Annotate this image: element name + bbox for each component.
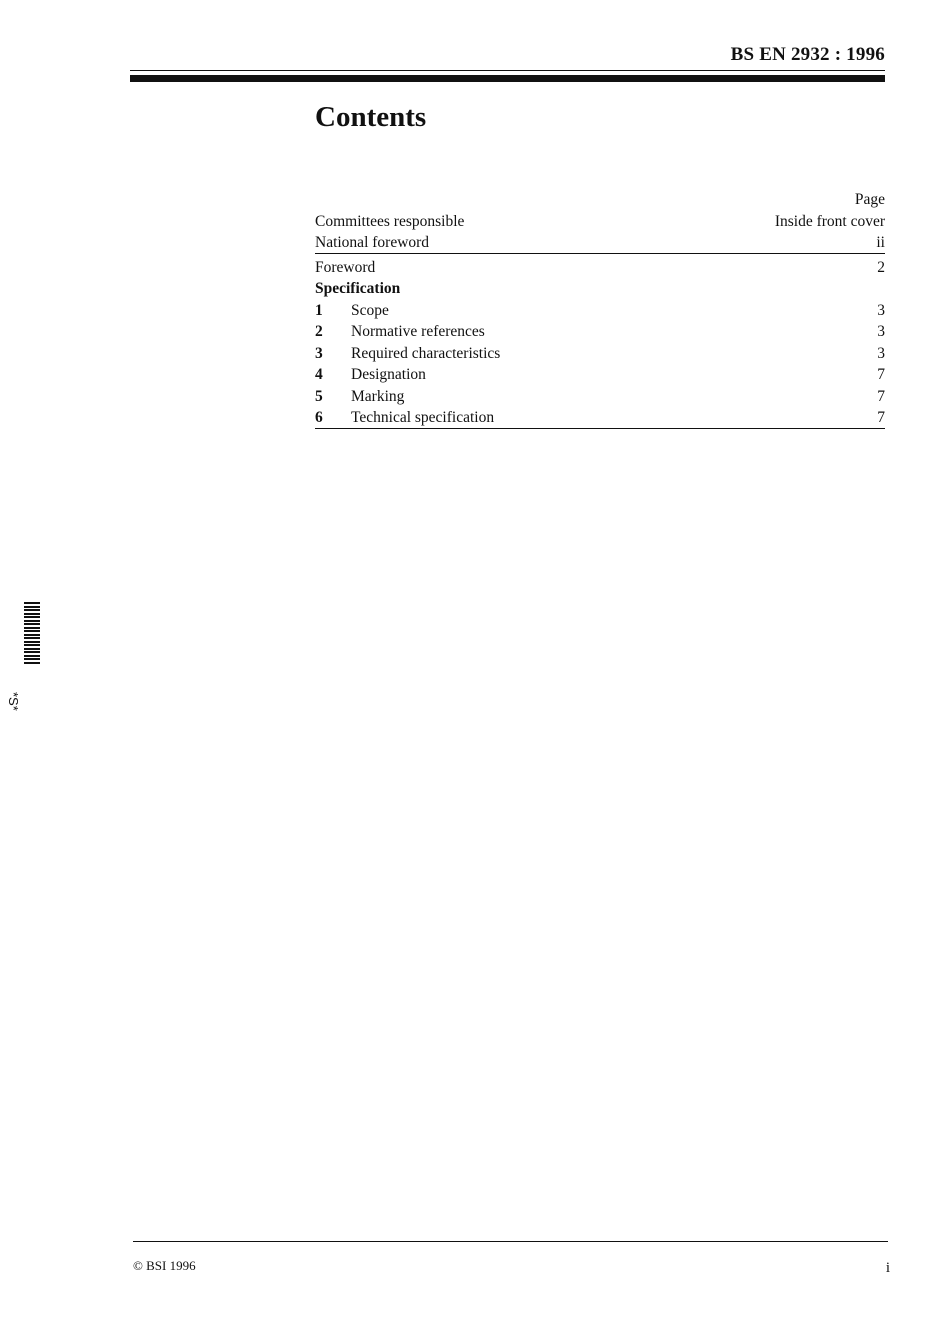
toc-entry-label: National foreword — [315, 234, 430, 251]
section-item-label: Marking — [351, 387, 405, 405]
footer-rule — [133, 1241, 888, 1242]
table-of-contents — [315, 190, 885, 429]
section-item-label: Technical specification — [351, 409, 495, 426]
toc-entry[interactable] — [315, 232, 885, 255]
toc-section-item[interactable] — [315, 321, 885, 343]
toc-entry-page: Inside front cover — [774, 212, 885, 230]
section-item-page: 3 — [877, 301, 885, 319]
toc-entry-label: Foreword — [315, 258, 376, 276]
section-item-page: 7 — [877, 387, 885, 405]
page-column-heading: Page — [854, 191, 885, 208]
page-number: i — [885, 1260, 890, 1276]
section-item-number: 1 — [315, 301, 323, 319]
toc-section-item[interactable] — [315, 299, 885, 321]
document-id: BS EN 2932 : 1996 — [730, 44, 885, 65]
header-rule-thin — [130, 70, 885, 71]
section-item-page: 7 — [877, 366, 885, 383]
section-item-page: 7 — [877, 409, 885, 426]
toc-section-heading — [315, 278, 885, 300]
toc-entry-page: 2 — [877, 258, 885, 276]
section-item-number: 3 — [315, 344, 323, 362]
section-item-number: 4 — [315, 366, 323, 383]
toc-entry[interactable] — [315, 256, 885, 278]
toc-entry[interactable] — [315, 210, 885, 232]
toc-section-item[interactable] — [315, 407, 885, 430]
section-item-label: Required characteristics — [351, 344, 501, 362]
copyright-notice: © BSI 1996 — [133, 1258, 196, 1273]
page-title: Contents — [315, 101, 427, 133]
section-item-number: 5 — [315, 387, 323, 405]
section-item-label: Scope — [351, 301, 389, 319]
section-item-page: 3 — [877, 323, 885, 340]
section-item-label: Designation — [351, 366, 426, 383]
section-item-page: 3 — [877, 344, 885, 362]
section-item-number: 6 — [315, 409, 323, 426]
section-item-number: 2 — [315, 323, 323, 340]
toc-section-item[interactable] — [315, 364, 885, 386]
toc-entry-page: ii — [876, 234, 885, 251]
barcode-caption: *S* — [6, 692, 21, 711]
toc-section-item[interactable] — [315, 385, 885, 407]
section-heading-label: Specification — [315, 280, 401, 297]
toc-entry-label: Committees responsible — [315, 212, 465, 230]
section-item-label: Normative references — [351, 323, 485, 340]
side-barcode — [24, 602, 40, 667]
page-column-heading-row — [315, 190, 885, 210]
header-rule-thick — [130, 75, 885, 82]
toc-section-item[interactable] — [315, 342, 885, 364]
